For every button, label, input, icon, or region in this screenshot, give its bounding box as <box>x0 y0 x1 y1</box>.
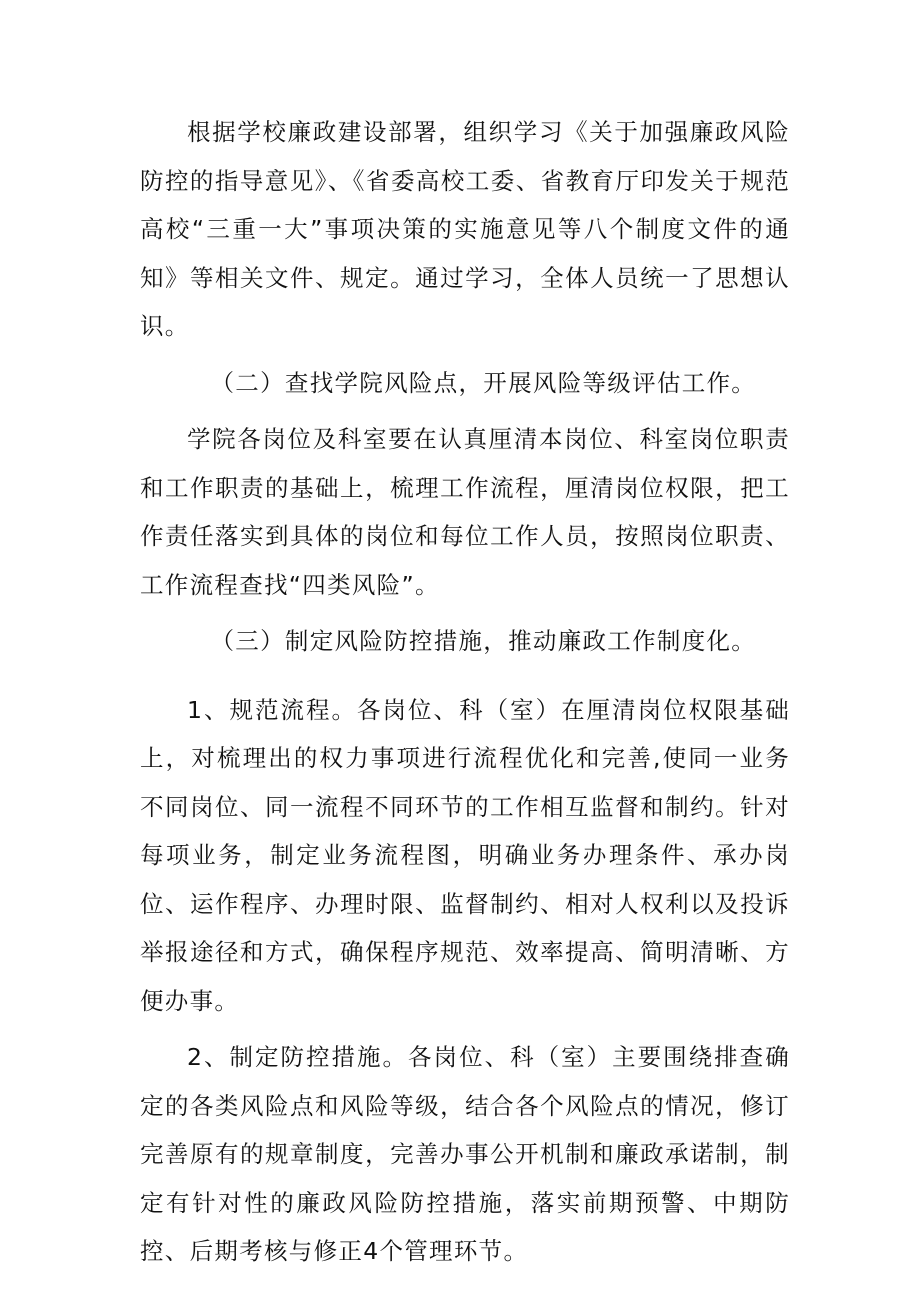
paragraph-standardize-process: 1、规范流程。各岗位、科（室）在厘清岗位权限基础上，对梳理出的权力事项进行流程优化和完善,使同一业务不同岗位、同一流程不同环节的工作相互监督和制约。针对每项业务，制定业务流程图，明确业务办理条件、承办岗位、运作程序、办理时限、监督制约、相对人权利以及投诉举报途径和方式，确保程序规范、效率提高、简明清晰、方便办事。 <box>140 695 790 1015</box>
paragraph-study: 根据学校廉政建设部署，组织学习《关于加强廉政风险防控的指导意见》、《省委高校工委、省教育厅印发关于规范高校“三重一大”事项决策的实施意见等八个制度文件的通知》等相关文件、规定。通过学习，全体人员统一了思想认识。 <box>140 118 790 340</box>
section-heading-three: （三）制定风险防控措施，推动廉政工作制度化。 <box>210 627 757 655</box>
paragraph-risk-points: 学院各岗位及科室要在认真厘清本岗位、科室岗位职责和工作职责的基础上，梳理工作流程，厘清岗位权限，把工作责任落实到具体的岗位和每位工作人员，按照岗位职责、工作流程查找“四类风险”。 <box>140 425 790 599</box>
section-heading-two: （二）查找学院风险点，开展风险等级评估工作。 <box>210 368 757 397</box>
paragraph-control-measures: 2、制定防控措施。各岗位、科（室）主要围绕排查确定的各类风险点和风险等级，结合各个风险点的情况，修订完善原有的规章制度，完善办事公开机制和廉政承诺制，制定有针对性的廉政风险防控措施，落实前期预警、中期防控、后期考核与修正4个管理环节。 <box>140 1043 790 1265</box>
document-body <box>140 108 790 1276</box>
